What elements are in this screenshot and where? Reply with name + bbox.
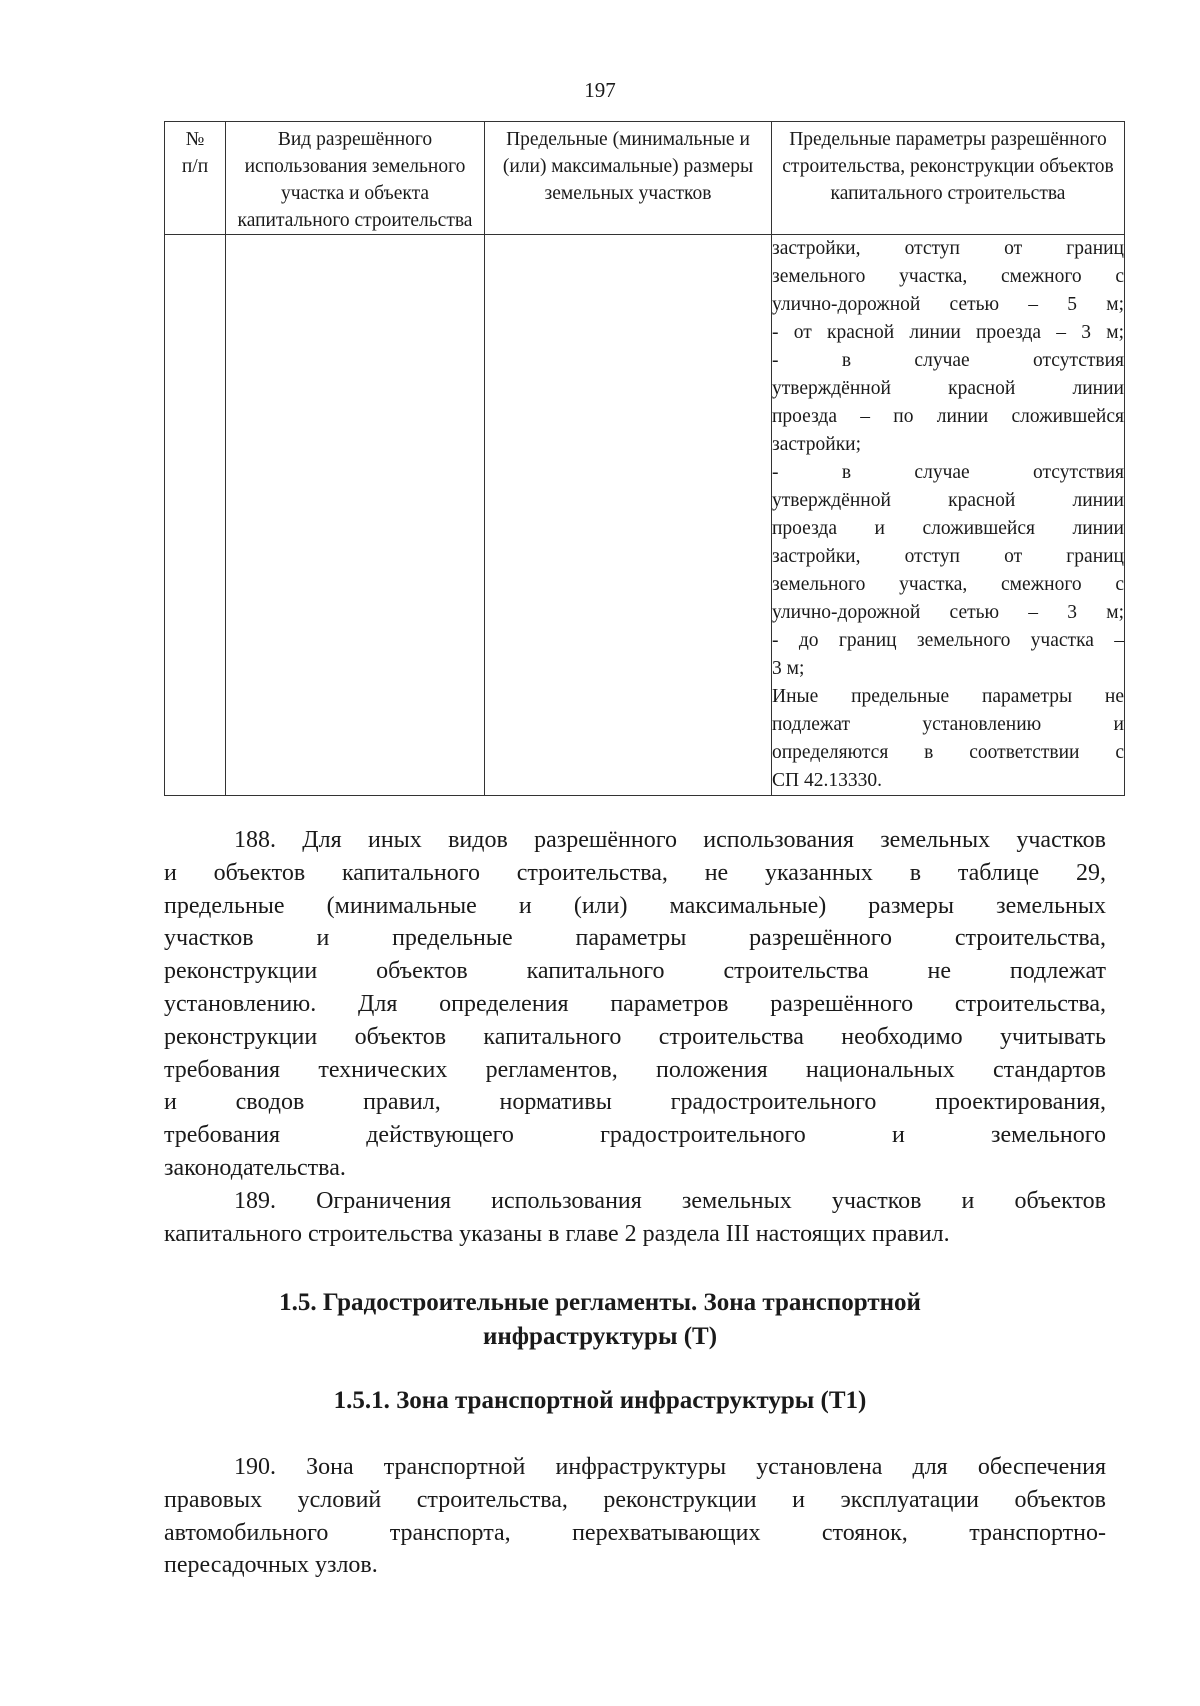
params-line: застройки, отступ от границ <box>772 238 1124 259</box>
params-line: утверждённой красной линии <box>772 490 1124 511</box>
cell-plot-size-limits <box>485 235 772 796</box>
header-plot-size-limits: Предельные (минимальные и (или) максимальные) размеры земельных участков <box>485 122 772 235</box>
params-line: - до границ земельного участка – <box>772 630 1124 651</box>
paragraph-line: пересадочных узлов. <box>164 1552 378 1579</box>
paragraph-line: установлению. Для определения параметров разрешённого строительства, <box>164 990 1106 1017</box>
section-heading-1-5-1: 1.5.1. Зона транспортной инфраструктуры (Т1) <box>333 1387 867 1414</box>
paragraph-line: реконструкции объектов капитального строительства не подлежат <box>164 958 1106 985</box>
paragraph-line: законодательства. <box>164 1154 346 1181</box>
paragraph-190 <box>164 1451 1106 1582</box>
params-line: улично-дорожной сетью – 5 м; <box>772 294 1124 315</box>
params-line: земельного участка, смежного с <box>772 574 1124 595</box>
cell-permitted-use <box>226 235 485 796</box>
cell-number <box>165 235 226 796</box>
params-line: проезда – по линии сложившейся <box>772 406 1124 427</box>
params-line: земельного участка, смежного с <box>772 266 1124 287</box>
paragraph-line: 189. Ограничения использования земельных участков и объектов <box>234 1188 1106 1214</box>
heading-line: 1.5. Градостроительные регламенты. Зона транспортной <box>279 1289 921 1316</box>
paragraph-line: реконструкции объектов капитального строительства необходимо учитывать <box>164 1023 1106 1050</box>
paragraph-188 <box>164 824 1106 1185</box>
header-number-sign: № <box>185 129 205 150</box>
params-line: подлежат установлению и <box>772 714 1124 735</box>
cell-construction-params <box>772 235 1125 796</box>
paragraph-line: предельные (минимальные и (или) максимальные) размеры земельных <box>164 892 1106 919</box>
params-line: - от красной линии проезда – 3 м; <box>772 322 1124 343</box>
params-line: - в случае отсутствия <box>772 350 1124 371</box>
params-line: улично-дорожной сетью – 3 м; <box>772 602 1124 623</box>
params-line: застройки; <box>772 434 862 455</box>
paragraph-line: и объектов капитального строительства, не указанных в таблице 29, <box>164 859 1106 886</box>
table-row <box>165 235 1125 796</box>
header-number-abbr: п/п <box>181 156 209 177</box>
paragraph-189 <box>164 1185 1106 1251</box>
paragraph-line: 190. Зона транспортной инфраструктуры установлена для обеспечения <box>234 1454 1106 1480</box>
paragraph-line: 188. Для иных видов разрешённого использования земельных участков <box>234 827 1106 853</box>
paragraph-line: участков и предельные параметры разрешённого строительства, <box>164 925 1106 952</box>
params-line: Иные предельные параметры не <box>772 686 1124 707</box>
params-line: СП 42.13330. <box>772 770 882 791</box>
table-header-row <box>165 122 1125 235</box>
page-number: 197 <box>584 78 616 102</box>
params-line: застройки, отступ от границ <box>772 546 1124 567</box>
header-construction-params: Предельные параметры разрешённого строительства, реконструкции объектов капитального строительства <box>772 122 1125 235</box>
paragraph-line: требования технических регламентов, положения национальных стандартов <box>164 1056 1106 1083</box>
params-line: - в случае отсутствия <box>772 462 1124 483</box>
params-line: утверждённой красной линии <box>772 378 1124 399</box>
paragraph-line: капитального строительства указаны в главе 2 раздела III настоящих правил. <box>164 1220 950 1247</box>
paragraph-line: правовых условий строительства, реконструкции и эксплуатации объектов <box>164 1486 1106 1513</box>
paragraph-line: требования действующего градостроительного и земельного <box>164 1122 1106 1149</box>
paragraph-line: и сводов правил, нормативы градостроительного проектирования, <box>164 1089 1106 1116</box>
parameters-table <box>164 121 1125 796</box>
header-permitted-use: Вид разрешённого использования земельного участка и объекта капитального строительства <box>226 122 485 235</box>
section-heading-1-5 <box>0 1286 1200 1354</box>
params-line: 3 м; <box>772 658 805 679</box>
header-number <box>165 122 226 235</box>
params-line: проезда и сложившейся линии <box>772 518 1124 539</box>
heading-line: инфраструктуры (Т) <box>482 1323 718 1350</box>
params-line: определяются в соответствии с <box>772 742 1124 763</box>
paragraph-line: автомобильного транспорта, перехватывающих стоянок, транспортно- <box>164 1519 1106 1546</box>
